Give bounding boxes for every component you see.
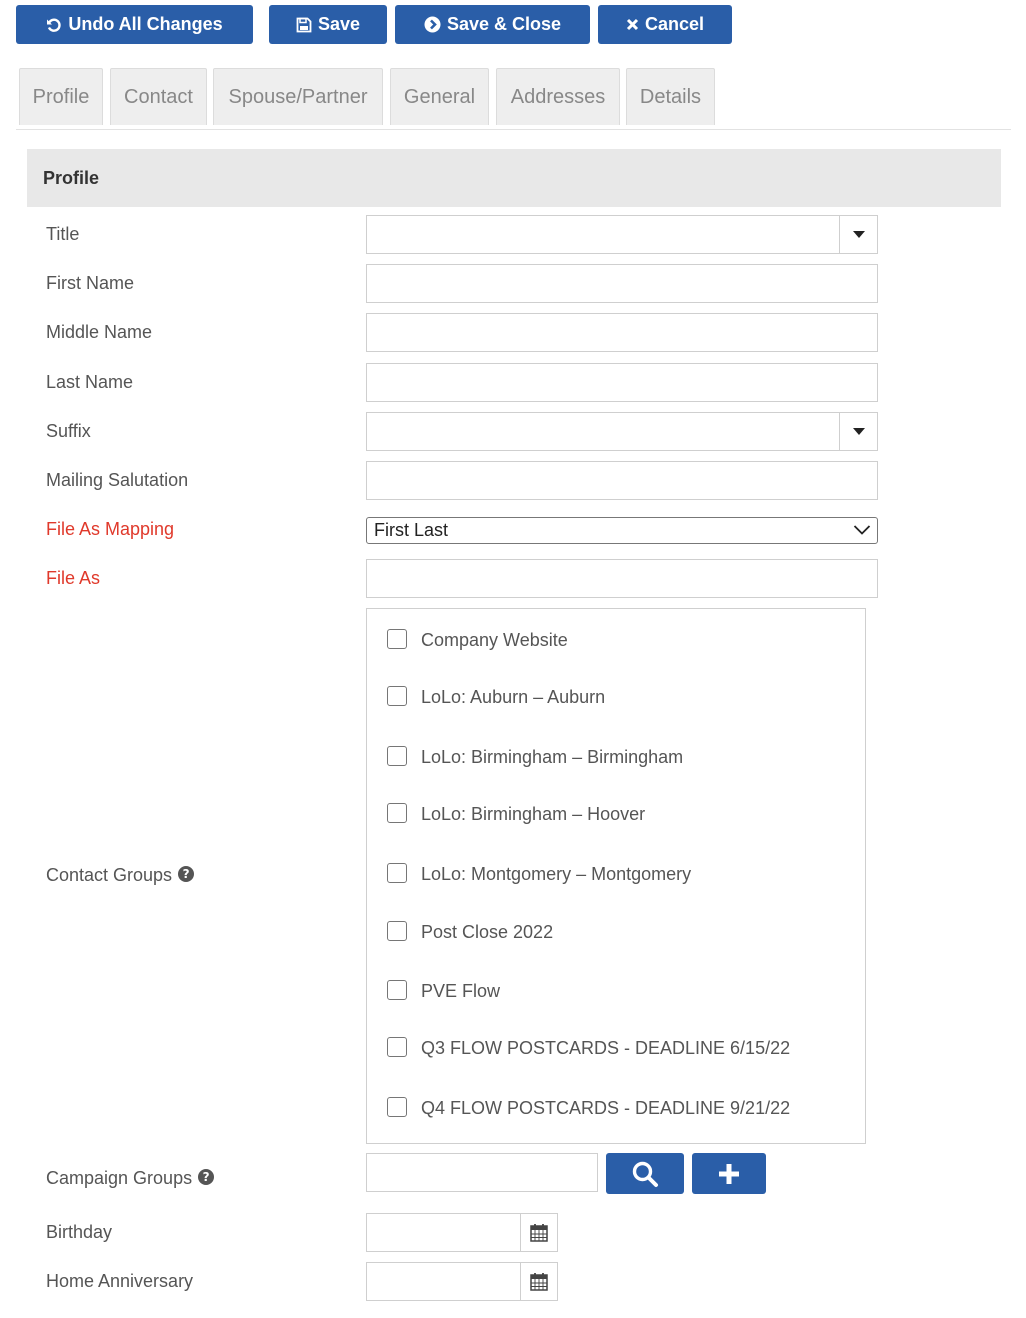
mailing-salutation-input[interactable] [366,461,878,500]
section-header [27,149,1001,207]
search-icon [631,1160,659,1188]
birthday-date-input[interactable] [366,1213,558,1252]
campaign-groups-label-text: Campaign Groups [46,1168,193,1188]
save-close-button[interactable] [395,5,590,44]
checkbox[interactable] [387,863,407,883]
first-name-label: First Name [46,273,135,293]
checkbox[interactable] [387,921,407,941]
tab-details-label: Details [639,85,702,108]
tab-general-label: General [403,85,476,108]
checkbox[interactable] [387,980,407,1000]
save-close-label: Save & Close [446,14,562,34]
tab-addresses-label: Addresses [510,85,606,108]
caret-down-icon [853,428,865,435]
close-icon [626,18,639,31]
title-dropdown-toggle[interactable] [839,216,877,253]
tab-contact[interactable] [110,68,207,125]
birthday-label: Birthday [46,1222,113,1242]
tab-general[interactable] [390,68,489,125]
tab-divider [16,129,1011,130]
contact-group-option[interactable] [387,746,684,767]
contact-groups-list [366,608,866,1144]
checkbox[interactable] [387,1037,407,1057]
suffix-label: Suffix [46,421,91,441]
home-anniversary-date-input[interactable] [366,1262,558,1301]
contact-group-option-label: LoLo: Montgomery – Montgomery [421,864,692,884]
file-as-mapping-select[interactable] [366,517,878,544]
calendar-icon [530,1223,548,1242]
checkbox[interactable] [387,803,407,823]
campaign-groups-label [46,1167,214,1189]
contact-group-option[interactable] [387,686,606,707]
tab-profile[interactable] [19,68,103,125]
tab-details[interactable] [626,68,715,125]
plus-icon [717,1162,741,1186]
undo-all-changes-label: Undo All Changes [68,14,223,34]
last-name-input[interactable] [366,363,878,402]
contact-group-option-label: Post Close 2022 [421,922,554,942]
section-title: Profile [43,167,100,188]
help-icon[interactable]: ? [198,1169,214,1185]
birthday-calendar-button[interactable] [520,1214,557,1251]
file-as-input[interactable] [366,559,878,598]
cancel-label: Cancel [644,14,705,34]
file-as-label: File As [46,568,101,588]
file-as-mapping-label: File As Mapping [46,519,175,539]
title-select[interactable] [366,215,878,254]
cancel-button[interactable] [598,5,732,44]
contact-group-option-label: LoLo: Birmingham – Hoover [421,804,646,824]
tab-profile-label: Profile [32,85,90,108]
contact-group-option-label: Q4 FLOW POSTCARDS - DEADLINE 9/21/22 [421,1098,791,1118]
contact-group-option[interactable] [387,863,692,884]
save-label: Save [317,14,361,34]
contact-group-option-label: PVE Flow [421,981,501,1001]
calendar-icon [530,1272,548,1291]
file-as-mapping-value: First Last [374,520,449,540]
middle-name-input[interactable] [366,313,878,352]
help-icon[interactable]: ? [178,866,194,882]
caret-down-icon [853,231,865,238]
campaign-groups-search-button[interactable] [606,1153,684,1194]
save-button[interactable] [269,5,387,44]
checkbox[interactable] [387,629,407,649]
suffix-dropdown-toggle[interactable] [839,413,877,450]
campaign-groups-input[interactable] [366,1153,598,1192]
home-anniversary-calendar-button[interactable] [520,1263,557,1300]
contact-groups-label [46,864,194,886]
chevron-circle-right-icon [424,16,441,33]
contact-group-option-label: Q3 FLOW POSTCARDS - DEADLINE 6/15/22 [421,1038,791,1058]
checkbox[interactable] [387,1097,407,1117]
middle-name-label: Middle Name [46,322,153,342]
mailing-salutation-label: Mailing Salutation [46,470,189,490]
tab-spouse-partner[interactable] [213,68,383,125]
chevron-down-icon [853,523,871,537]
tab-contact-label: Contact [124,85,193,108]
undo-all-changes-button[interactable] [16,5,253,44]
contact-group-option-label: LoLo: Birmingham – Birmingham [421,747,684,767]
contact-groups-label-text: Contact Groups [46,865,173,885]
last-name-label: Last Name [46,372,134,392]
tab-addresses[interactable] [496,68,620,125]
first-name-input[interactable] [366,264,878,303]
suffix-select[interactable] [366,412,878,451]
undo-icon [46,17,62,33]
contact-group-option-label: Company Website [421,630,568,650]
contact-group-option[interactable] [387,803,646,824]
contact-group-option[interactable] [387,1097,791,1118]
contact-group-option[interactable] [387,980,501,1001]
contact-group-option[interactable] [387,629,568,650]
campaign-groups-add-button[interactable] [692,1153,766,1194]
contact-group-option[interactable] [387,921,554,942]
checkbox[interactable] [387,746,407,766]
checkbox[interactable] [387,686,407,706]
contact-group-option-label: LoLo: Auburn – Auburn [421,687,606,707]
home-anniversary-label: Home Anniversary [46,1271,194,1291]
floppy-disk-icon [296,17,312,33]
title-label: Title [46,224,80,244]
contact-group-option[interactable] [387,1037,791,1058]
tab-spouse-partner-label: Spouse/Partner [228,85,368,108]
